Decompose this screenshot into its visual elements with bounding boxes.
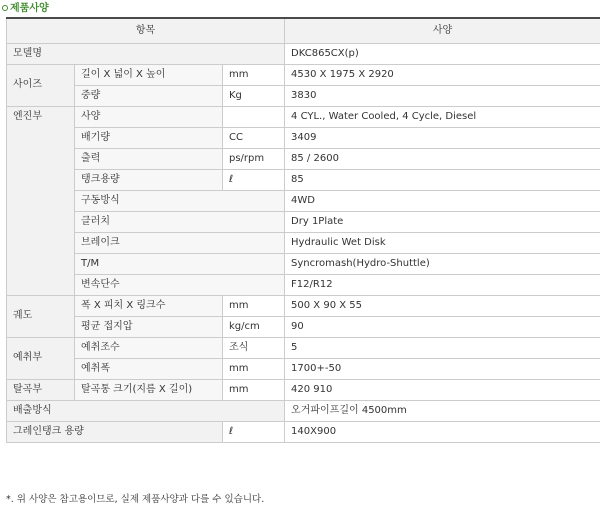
table-row: [7, 358, 600, 379]
row-label: 중량: [75, 85, 223, 106]
row-value: Syncromash(Hydro-Shuttle): [285, 253, 600, 274]
row-unit: 조식: [223, 337, 285, 358]
row-category: 궤도: [7, 295, 75, 337]
table-row: [7, 190, 600, 211]
row-label: 탈곡통 크기(지름 X 길이): [75, 379, 223, 400]
row-label: 탱크용량: [75, 169, 223, 190]
row-value: 1700+-50: [285, 358, 600, 379]
row-value: Dry 1Plate: [285, 211, 600, 232]
row-label: 배기량: [75, 127, 223, 148]
row-label: 길이 X 넓이 X 높이: [75, 64, 223, 85]
row-category: 예취부: [7, 337, 75, 379]
row-category: 탈곡부: [7, 379, 75, 400]
header-item: 항목: [7, 18, 285, 43]
row-value: 140X900: [285, 421, 600, 442]
row-unit: CC: [223, 127, 285, 148]
section-title-text: 제품사양: [10, 3, 49, 14]
table-row: [7, 127, 600, 148]
footnote: *. 위 사양은 참고용이므로, 실제 제품사양과 다를 수 있습니다.: [6, 494, 265, 505]
table-row: [7, 232, 600, 253]
row-label: 브레이크: [75, 232, 285, 253]
row-value: 420 910: [285, 379, 600, 400]
table-row: [7, 421, 600, 442]
row-label: 그레인탱크 용량: [7, 421, 223, 442]
row-label: 폭 X 피치 X 링크수: [75, 295, 223, 316]
table-row: [7, 148, 600, 169]
table-row: [7, 169, 600, 190]
table-row: [7, 295, 600, 316]
row-value: 500 X 90 X 55: [285, 295, 600, 316]
table-row: [7, 316, 600, 337]
spec-table: [6, 17, 600, 443]
row-value: DKC865CX(p): [285, 43, 600, 64]
row-value: 85: [285, 169, 600, 190]
section-title: [2, 2, 49, 16]
table-row: [7, 64, 600, 85]
row-unit: Kg: [223, 85, 285, 106]
row-unit: ℓ: [223, 421, 285, 442]
row-unit: mm: [223, 358, 285, 379]
row-value: 3409: [285, 127, 600, 148]
row-unit: ℓ: [223, 169, 285, 190]
row-label: 사양: [75, 106, 223, 127]
row-label: 평균 접지압: [75, 316, 223, 337]
row-category: 사이즈: [7, 64, 75, 106]
table-row: [7, 379, 600, 400]
row-label: 모델명: [7, 43, 285, 64]
table-header-row: [7, 18, 600, 43]
row-value: 오거파이프길이 4500mm: [285, 400, 600, 421]
row-value: F12/R12: [285, 274, 600, 295]
row-value: Hydraulic Wet Disk: [285, 232, 600, 253]
row-value: 90: [285, 316, 600, 337]
row-label: 예취조수: [75, 337, 223, 358]
table-row: [7, 85, 600, 106]
row-value: 3830: [285, 85, 600, 106]
circle-bullet-icon: [2, 5, 8, 11]
row-unit: kg/cm: [223, 316, 285, 337]
table-row: [7, 274, 600, 295]
row-label: 변속단수: [75, 274, 285, 295]
table-row: [7, 43, 600, 64]
row-label: T/M: [75, 253, 285, 274]
row-unit: mm: [223, 295, 285, 316]
row-category: 엔진부: [7, 106, 75, 295]
row-label: 배출방식: [7, 400, 285, 421]
table-row: [7, 211, 600, 232]
row-label: 구동방식: [75, 190, 285, 211]
table-row: [7, 106, 600, 127]
row-label: 클러치: [75, 211, 285, 232]
header-spec: 사양: [285, 18, 600, 43]
row-unit: ps/rpm: [223, 148, 285, 169]
row-label: 예취폭: [75, 358, 223, 379]
row-value: 4530 X 1975 X 2920: [285, 64, 600, 85]
row-unit: [223, 106, 285, 127]
row-value: 85 / 2600: [285, 148, 600, 169]
table-row: [7, 337, 600, 358]
table-row: [7, 253, 600, 274]
table-row: [7, 400, 600, 421]
row-unit: mm: [223, 64, 285, 85]
row-value: 5: [285, 337, 600, 358]
row-value: 4 CYL., Water Cooled, 4 Cycle, Diesel: [285, 106, 600, 127]
row-label: 출력: [75, 148, 223, 169]
row-unit: mm: [223, 379, 285, 400]
row-value: 4WD: [285, 190, 600, 211]
